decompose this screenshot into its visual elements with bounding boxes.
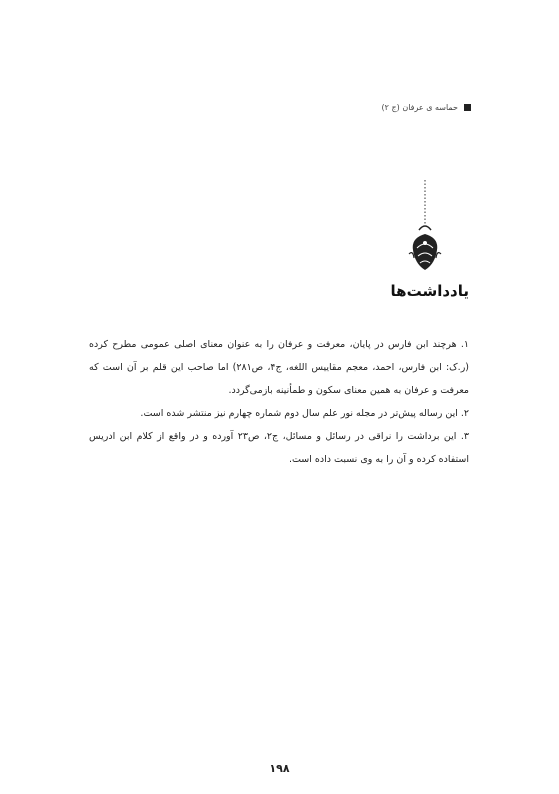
- page-number: ۱۹۸: [269, 762, 290, 775]
- note-item: ۱. هرچند ابن فارس در پایان، معرفت و عرفان را به عنوان معنای اصلی عمومی مطرح کرده (ر.ک: ابن فارس، احمد، معجم مقاییس اللغه، ج۴، ص۲۸۱) اما صاحب این قلم بر آن است که معرفت و عرفان به همین معنای سکون و طمأنینه بازمی‌گردد.: [89, 339, 469, 396]
- note-item: ۳. این برداشت را نراقی در رسائل و مسائل، ج۲، ص۲۳ آورده و در واقع از کلام ابن ادریس استفاده کرده و آن را به وی نسبت داده است.: [89, 431, 469, 465]
- notes-list: [89, 333, 469, 471]
- section-title: یادداشت‌ها: [390, 282, 469, 300]
- header-square-icon: [464, 104, 471, 111]
- running-title: حماسه ی عرفان (ج ۲): [381, 103, 458, 112]
- ornament-icon: [405, 180, 445, 275]
- note-item: ۲. این رساله پیش‌تر در مجله نور علم سال دوم شماره چهارم نیز منتشر شده است.: [140, 408, 469, 419]
- running-header: [382, 103, 471, 112]
